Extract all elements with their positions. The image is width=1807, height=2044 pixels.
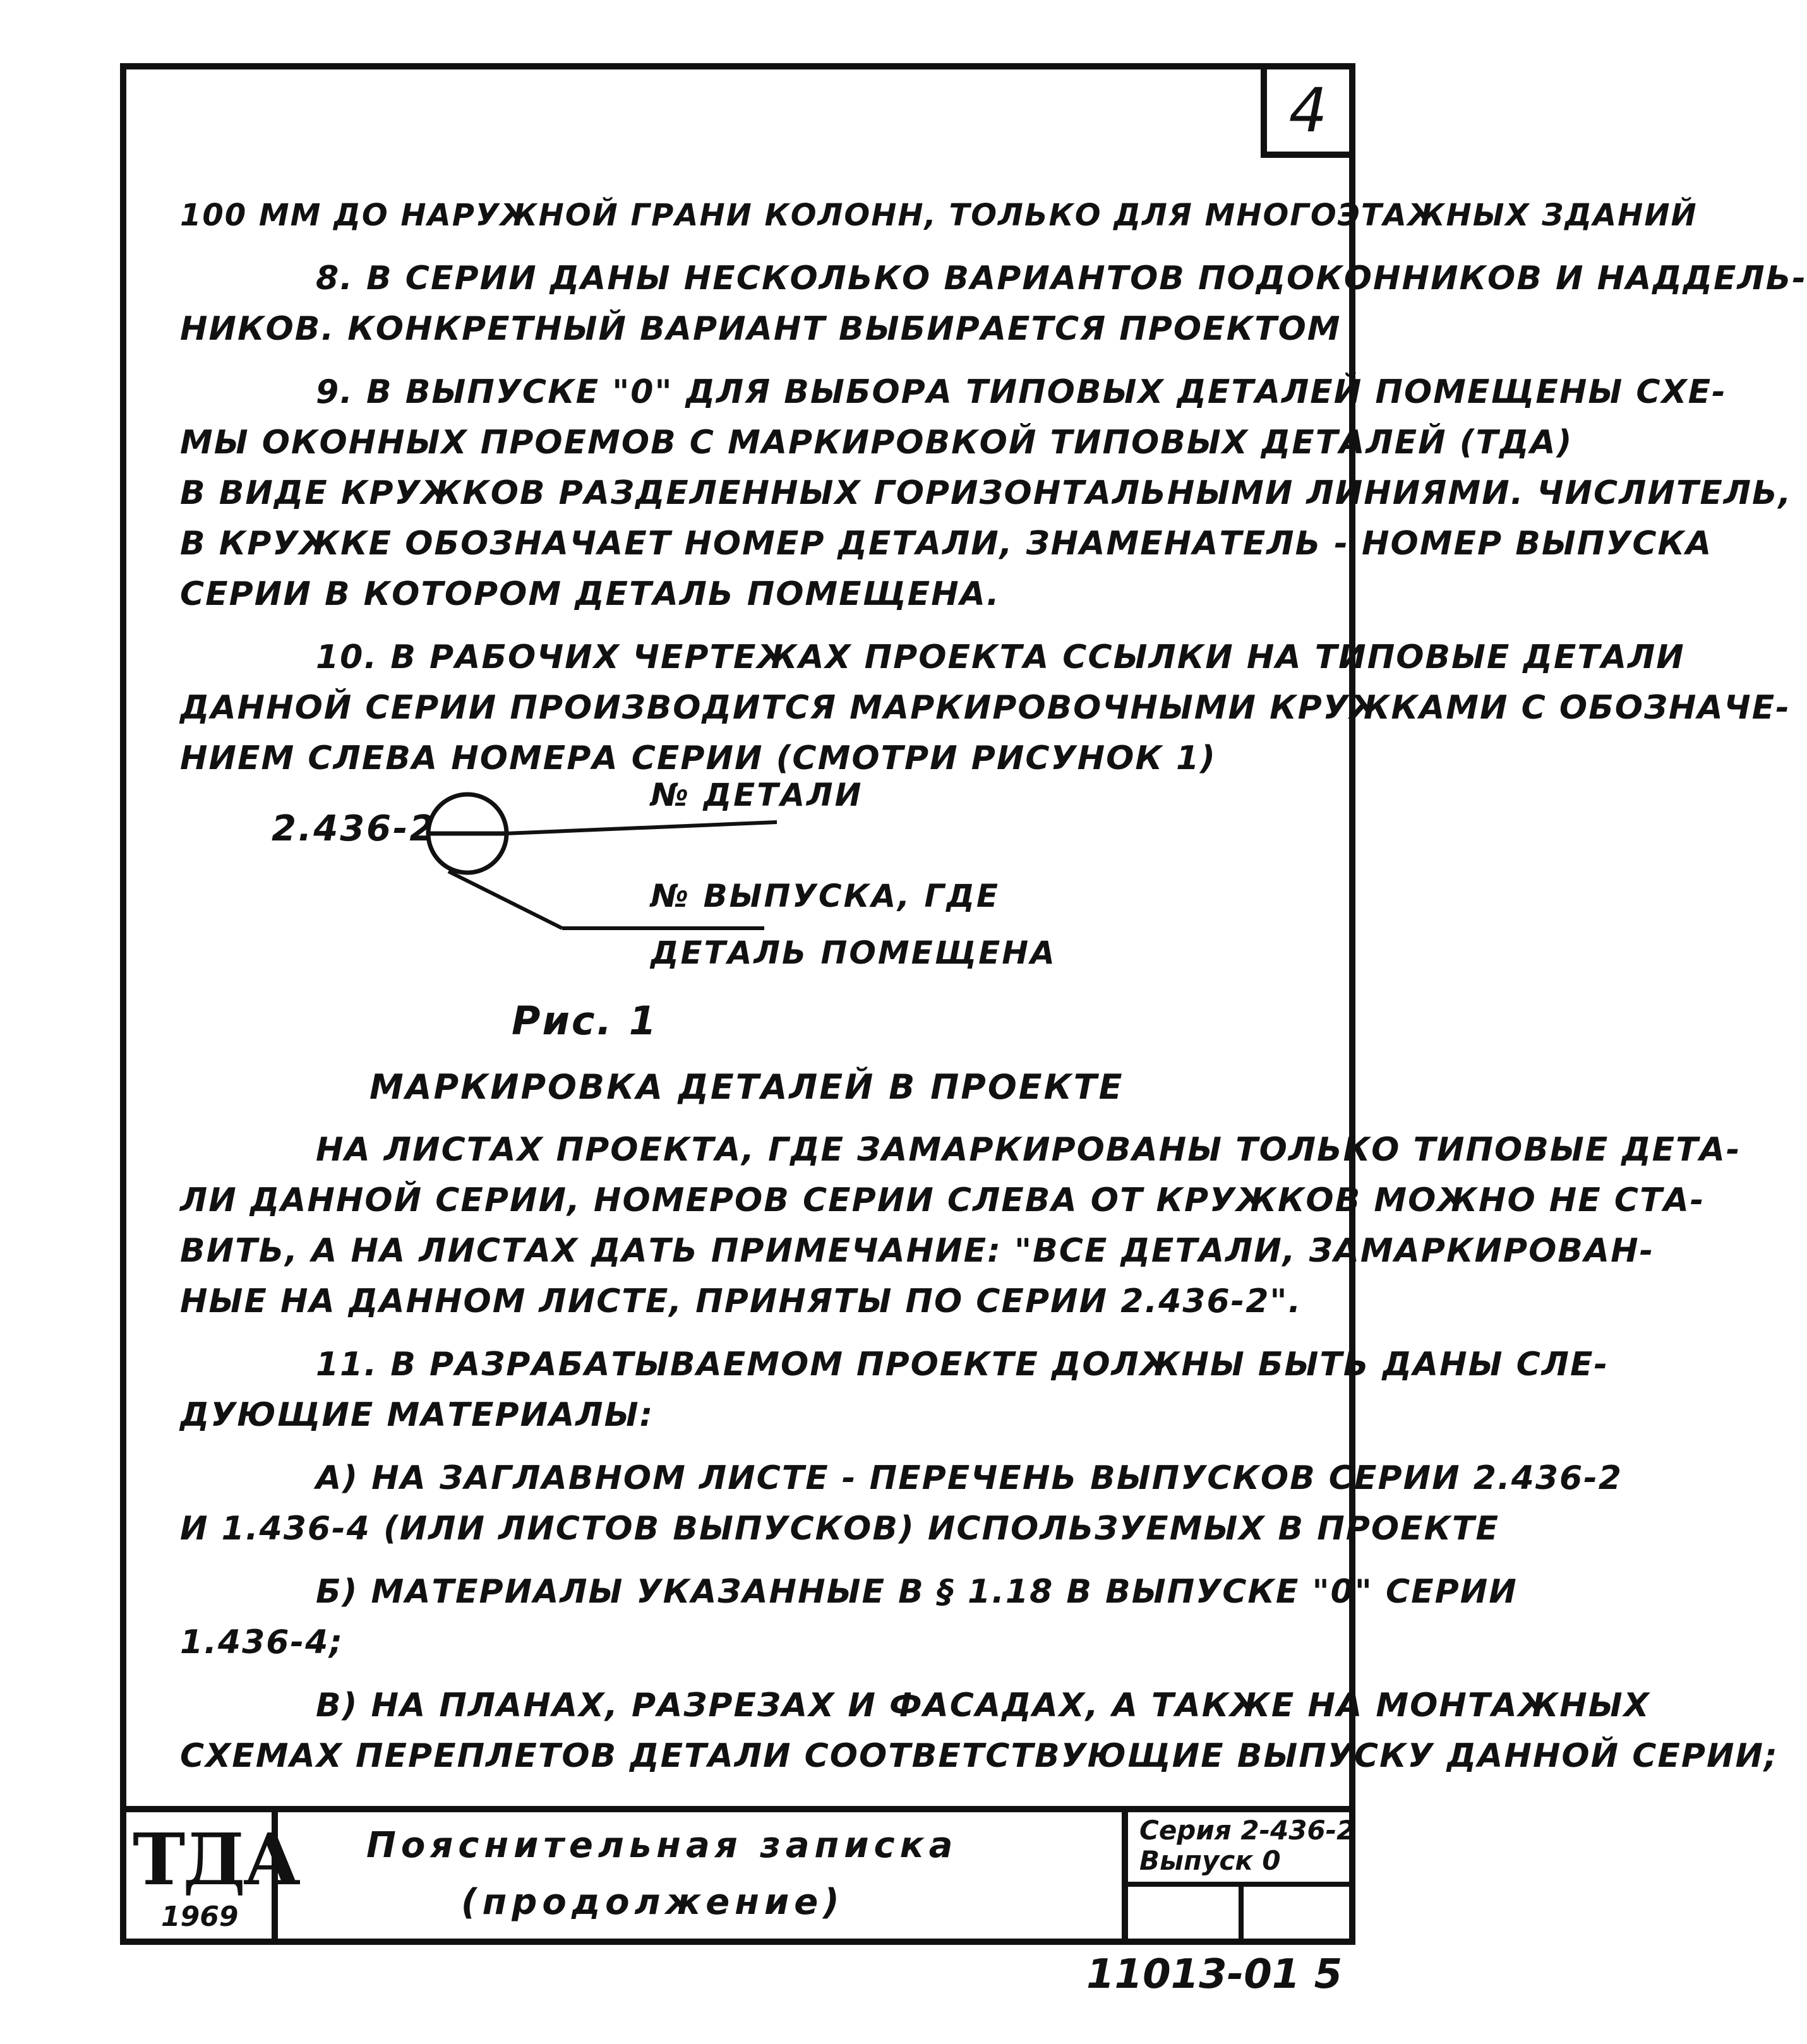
document-number: 11013-01 5 bbox=[1086, 1951, 1343, 1998]
text-line-9: 10. В РАБОЧИХ ЧЕРТЕЖАХ ПРОЕКТА ССЫЛКИ НА ТИПОВЫЕ ДЕТАЛИ bbox=[316, 638, 1685, 676]
text-after-5: 11. В РАЗРАБАТЫВАЕМОМ ПРОЕКТЕ ДОЛЖНЫ БЫТЬ ДАНЫ СЛЕ- bbox=[316, 1346, 1609, 1384]
text-after-4: НЫЕ НА ДАННОМ ЛИСТЕ, ПРИНЯТЫ ПО СЕРИИ 2.436-2". bbox=[180, 1282, 1302, 1320]
info-vertical-divider bbox=[1239, 1882, 1244, 1939]
text-line-11: НИЕМ СЛЕВА НОМЕРА СЕРИИ (СМОТРИ РИСУНОК 1) bbox=[180, 739, 1216, 777]
text-line-6: В ВИДЕ КРУЖКОВ РАЗДЕЛЕННЫХ ГОРИЗОНТАЛЬНЫМИ ЛИНИЯМИ. ЧИСЛИТЕЛЬ, bbox=[180, 474, 1792, 512]
figure-bottom-label-1: № ВЫПУСКА, ГДЕ bbox=[651, 878, 1000, 914]
figure-subcaption: МАРКИРОВКА ДЕТАЛЕЙ В ПРОЕКТЕ bbox=[369, 1067, 1124, 1107]
series-info-cell bbox=[1122, 1812, 1355, 1939]
figure-series-label: 2.436-2 bbox=[272, 808, 436, 849]
text-after-3: ВИТЬ, А НА ЛИСТАХ ДАТЬ ПРИМЕЧАНИЕ: "ВСЕ ДЕТАЛИ, ЗАМАРКИРОВАН- bbox=[180, 1232, 1655, 1270]
text-line-8: СЕРИИ В КОТОРОМ ДЕТАЛЬ ПОМЕЩЕНА. bbox=[180, 575, 1000, 613]
figure-caption: Рис. 1 bbox=[512, 998, 658, 1044]
text-line-3: НИКОВ. КОНКРЕТНЫЙ ВАРИАНТ ВЫБИРАЕТСЯ ПРОЕКТОМ bbox=[180, 310, 1342, 348]
text-after-10: 1.436-4; bbox=[180, 1623, 344, 1661]
text-after-6: ДУЮЩИЕ МАТЕРИАЛЫ: bbox=[180, 1396, 654, 1434]
text-line-1: 100 ММ ДО НАРУЖНОЙ ГРАНИ КОЛОНН, ТОЛЬКО ДЛЯ МНОГОЭТАЖНЫХ ЗДАНИЙ bbox=[180, 198, 1698, 233]
logo-cell bbox=[126, 1812, 299, 1939]
title-block-title: Пояснительная записка bbox=[366, 1825, 958, 1866]
text-after-2: ЛИ ДАННОЙ СЕРИИ, НОМЕРОВ СЕРИИ СЛЕВА ОТ КРУЖКОВ МОЖНО НЕ СТА- bbox=[180, 1181, 1705, 1219]
text-after-1: НА ЛИСТАХ ПРОЕКТА, ГДЕ ЗАМАРКИРОВАНЫ ТОЛЬКО ТИПОВЫЕ ДЕТА- bbox=[316, 1131, 1741, 1169]
text-after-9: Б) МАТЕРИАЛЫ УКАЗАННЫЕ В § 1.18 В ВЫПУСКЕ "0" СЕРИИ bbox=[316, 1573, 1518, 1611]
title-block-subtitle: (продолжение) bbox=[461, 1882, 844, 1923]
text-line-5: МЫ ОКОННЫХ ПРОЕМОВ С МАРКИРОВКОЙ ТИПОВЫХ ДЕТАЛЕЙ (ТДА) bbox=[180, 424, 1573, 462]
page-number: 4 bbox=[1261, 63, 1355, 158]
issue-label: Выпуск 0 bbox=[1139, 1845, 1281, 1876]
figure-bottom-label-2: ДЕТАЛЬ ПОМЕЩЕНА bbox=[651, 935, 1057, 971]
figure-top-label: № ДЕТАЛИ bbox=[651, 777, 863, 813]
title-block bbox=[126, 1806, 1355, 1939]
text-line-4: 9. В ВЫПУСКЕ "0" ДЛЯ ВЫБОРА ТИПОВЫХ ДЕТАЛЕЙ ПОМЕЩЕНЫ СХЕ- bbox=[316, 373, 1727, 411]
document-sheet bbox=[120, 63, 1807, 1945]
tda-logo: ТДА bbox=[133, 1819, 299, 1901]
text-after-7: А) НА ЗАГЛАВНОМ ЛИСТЕ - ПЕРЕЧЕНЬ ВЫПУСКОВ СЕРИИ 2.436-2 bbox=[316, 1459, 1623, 1497]
text-after-12: СХЕМАХ ПЕРЕПЛЕТОВ ДЕТАЛИ СООТВЕТСТВУЮЩИЕ ВЫПУСКУ ДАННОЙ СЕРИИ; bbox=[180, 1737, 1779, 1775]
text-after-8: И 1.436-4 (ИЛИ ЛИСТОВ ВЫПУСКОВ) ИСПОЛЬЗУЕМЫХ В ПРОЕКТЕ bbox=[180, 1510, 1500, 1548]
logo-year: 1969 bbox=[161, 1901, 239, 1933]
text-line-7: В КРУЖКЕ ОБОЗНАЧАЕТ НОМЕР ДЕТАЛИ, ЗНАМЕНАТЕЛЬ - НОМЕР ВЫПУСКА bbox=[180, 525, 1713, 563]
text-after-11: В) НА ПЛАНАХ, РАЗРЕЗАХ И ФАСАДАХ, А ТАКЖЕ НА МОНТАЖНЫХ bbox=[316, 1687, 1650, 1724]
text-line-10: ДАННОЙ СЕРИИ ПРОИЗВОДИТСЯ МАРКИРОВОЧНЫМИ КРУЖКАМИ С ОБОЗНАЧЕ- bbox=[180, 689, 1791, 727]
text-line-2: 8. В СЕРИИ ДАНЫ НЕСКОЛЬКО ВАРИАНТОВ ПОДОКОННИКОВ И НАДДЕЛЬ- bbox=[316, 260, 1807, 297]
series-label: Серия 2-436-2 bbox=[1139, 1815, 1355, 1846]
